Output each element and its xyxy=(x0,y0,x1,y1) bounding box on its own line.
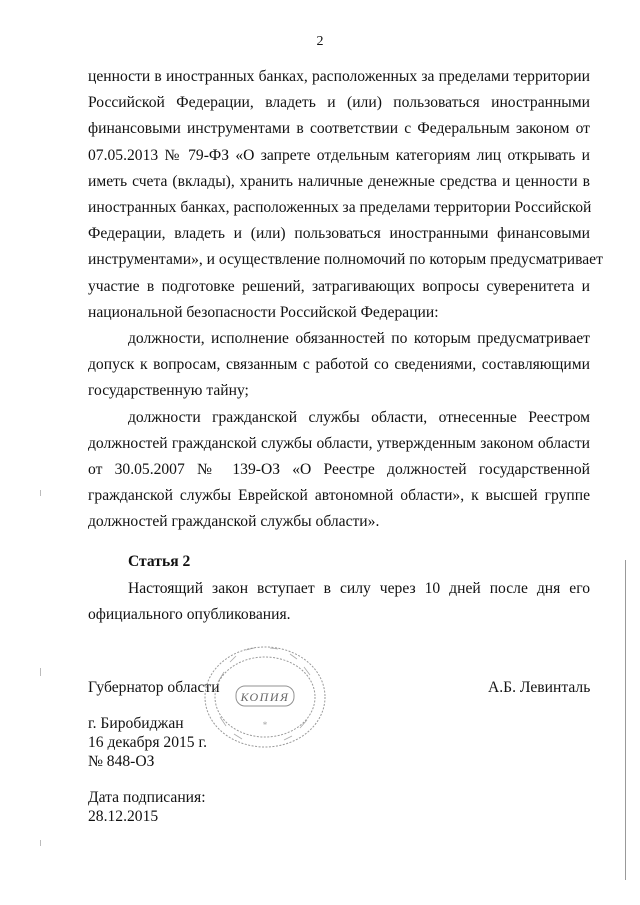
text-line: иностранных банках, расположенных за пределами территории Российской xyxy=(88,199,592,217)
text-line: официального опубликования. xyxy=(88,606,291,624)
scan-edge-mark xyxy=(40,490,41,496)
scan-edge-mark xyxy=(625,560,626,880)
article-heading: Статья 2 xyxy=(128,553,191,570)
article-text xyxy=(88,576,590,628)
text-line: должности гражданской службы области, отнесенные Реестром xyxy=(128,408,590,426)
svg-text:*: * xyxy=(262,720,268,730)
text-line: инструментами», и осуществление полномочий по которым предусматривает xyxy=(88,251,603,269)
signatory-title: Губернатор области xyxy=(88,679,220,696)
text-line: Российской Федерации, владеть и (или) пользоваться иностранными xyxy=(88,94,590,112)
text-line: Настоящий закон вступает в силу через 10 дней после дня его xyxy=(128,580,590,597)
text-line: от 30.05.2007 № 139-ОЗ «О Реестре должностей государственной xyxy=(88,461,590,479)
text-line: иметь счета (вклады), хранить наличные денежные средства и ценности в xyxy=(88,172,590,190)
law-number: № 848-ОЗ xyxy=(88,753,155,770)
stamp-center-text: КОПИЯ xyxy=(240,690,290,704)
paragraph-3 xyxy=(88,405,590,536)
text-line: 07.05.2013 № 79-ФЗ «О запрете отдельным категориям лиц открывать и xyxy=(88,146,590,164)
text-line: национальной безопасности Российской Федерации: xyxy=(88,303,439,321)
place-date-block xyxy=(88,714,207,771)
text-line: должности, исполнение обязанностей по которым предусматривает xyxy=(128,330,590,348)
body-text xyxy=(88,64,603,536)
scan-edge-mark xyxy=(40,668,41,676)
text-line: государственную тайну; xyxy=(88,382,249,400)
text-line: должностей гражданской службы области, утвержденным законом области xyxy=(88,434,590,452)
law-date: 16 декабря 2015 г. xyxy=(88,734,208,751)
signing-date-value: 28.12.2015 xyxy=(88,808,159,825)
article-paragraph xyxy=(88,576,590,628)
text-line: финансовыми инструментами в соответствии с Федеральным законом от xyxy=(88,120,590,138)
text-line: должностей гражданской службы области». xyxy=(88,513,380,531)
signing-date-label: Дата подписания: xyxy=(88,789,206,806)
scan-edge-mark xyxy=(40,840,41,846)
text-line: ценности в иностранных банках, расположенных за пределами территории xyxy=(88,68,590,85)
text-line: Федерации, владеть и (или) пользоваться иностранными финансовыми xyxy=(88,225,590,243)
text-line: допуск к вопросам, связанным с работой со сведениями, составляющими xyxy=(88,356,590,374)
signatory-name: А.Б. Левинталь xyxy=(488,679,591,696)
text-line: участие в подготовке решений, затрагивающих вопросы суверенитета и xyxy=(88,277,590,295)
page-number: 2 xyxy=(316,34,324,49)
paragraph-1 xyxy=(88,64,603,326)
text-line: гражданской службы Еврейской автономной области», к высшей группе xyxy=(88,487,590,505)
copy-stamp xyxy=(200,642,330,752)
city: г. Биробиджан xyxy=(88,715,184,732)
paragraph-2 xyxy=(88,326,590,405)
signing-date-block xyxy=(88,788,206,826)
